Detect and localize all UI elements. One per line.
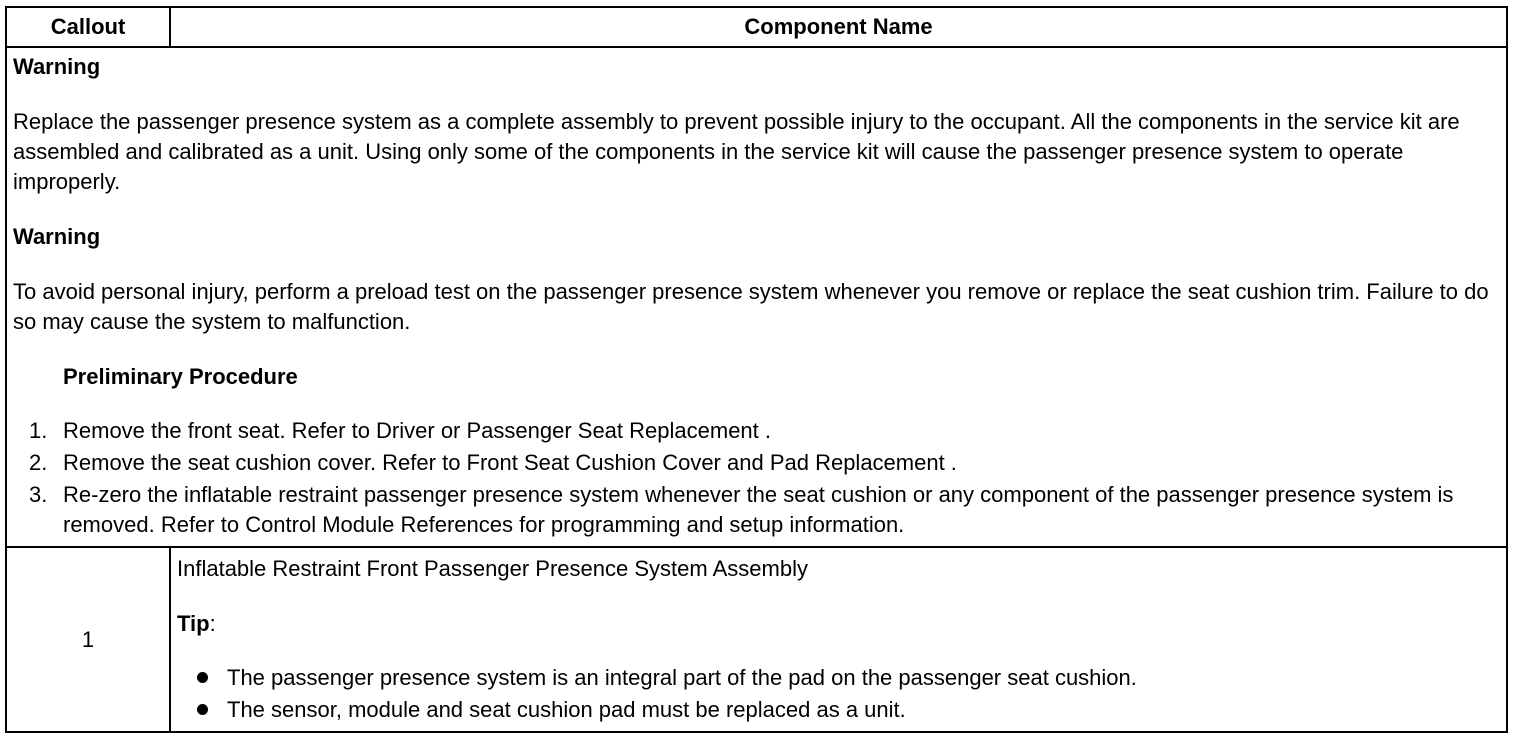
procedure-step xyxy=(13,480,1500,540)
component-cell xyxy=(170,547,1507,732)
tip-text: The sensor, module and seat cushion pad must be replaced as a unit. xyxy=(227,697,906,722)
step-number: 1. xyxy=(29,418,48,443)
tip-label: Tip xyxy=(177,611,210,636)
warning-text: To avoid personal injury, perform a preload test on the passenger presence system whenever you remove or replace the seat cushion trim. Failure to do so may cause the system to malfunction. xyxy=(13,279,1489,334)
procedure-step xyxy=(13,448,1500,478)
warning-row xyxy=(6,47,1507,547)
tip-colon: : xyxy=(209,611,216,636)
warning-title: Warning xyxy=(13,54,101,79)
warning-text: Replace the passenger presence system as a complete assembly to prevent possible injury to the occupant. All the components in the service kit are assembled and calibrated as a unit. Using only some of the components in the service kit will cause the passenger presence system to operate improperly. xyxy=(13,109,1460,194)
callout-header: Callout xyxy=(6,7,170,47)
bullet-icon xyxy=(197,704,208,715)
step-number: 2. xyxy=(29,450,48,475)
step-text: Remove the seat cushion cover. Refer to Front Seat Cushion Cover and Pad Replacement . xyxy=(63,450,957,475)
component-name-header: Component Name xyxy=(170,7,1507,47)
bullet-icon xyxy=(197,672,208,683)
procedure-step xyxy=(13,416,1500,446)
warning-title: Warning xyxy=(13,224,101,249)
callout-number: 1 xyxy=(6,547,170,732)
procedure-title: Preliminary Procedure xyxy=(63,364,298,389)
step-number: 3. xyxy=(29,482,48,507)
warning-cell xyxy=(6,47,1507,547)
tip-item xyxy=(177,663,1500,693)
step-text: Remove the front seat. Refer to Driver or Passenger Seat Replacement . xyxy=(63,418,771,443)
tip-text: The passenger presence system is an integral part of the pad on the passenger seat cushion. xyxy=(227,665,1137,690)
tip-item xyxy=(177,695,1500,725)
header-row xyxy=(6,7,1507,47)
component-name: Inflatable Restraint Front Passenger Presence System Assembly xyxy=(177,556,808,581)
tip-list xyxy=(177,663,1500,725)
procedure-steps xyxy=(13,416,1500,540)
table-row xyxy=(6,547,1507,732)
step-text: Re-zero the inflatable restraint passenger presence system whenever the seat cushion or any component of the passenger presence system is removed. Refer to Control Module References for programming and setup information. xyxy=(63,482,1454,537)
component-table xyxy=(5,6,1508,733)
tip-heading xyxy=(177,609,1500,639)
